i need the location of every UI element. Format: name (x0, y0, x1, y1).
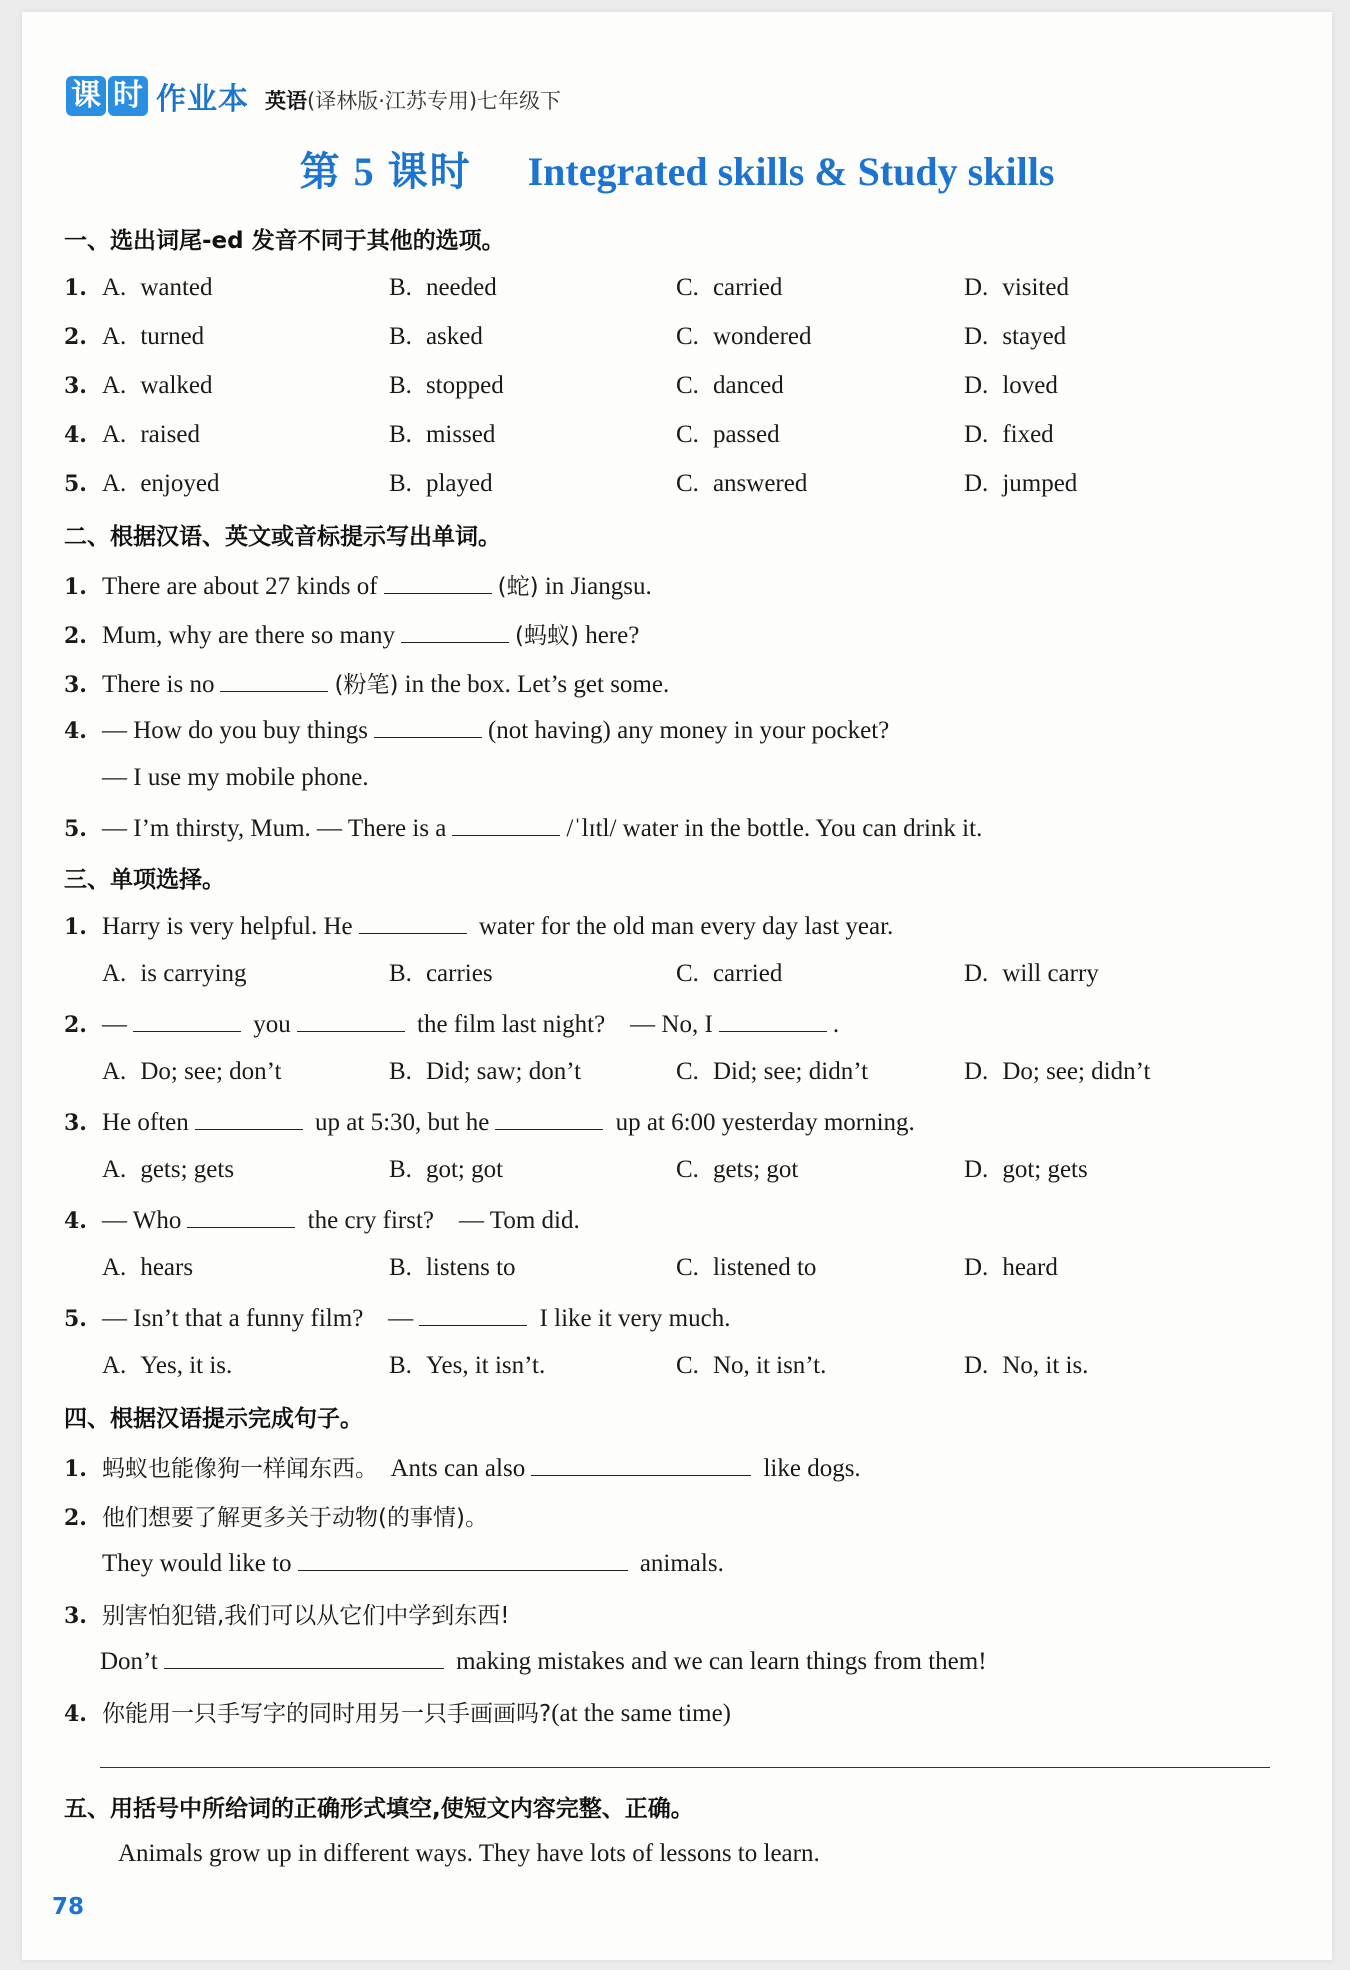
answer-blank[interactable] (401, 620, 509, 643)
phonetic-hint: /ˈlɪtl/ (566, 815, 617, 842)
s4-q2-answer: They would like to animals. (102, 1550, 724, 1577)
lesson-topic: Integrated skills & Study skills (527, 149, 1055, 194)
book-header (66, 72, 561, 120)
item-number: 5. (64, 1306, 87, 1332)
s1-item-3: 3. A. walked B. stopped C. danced D. loved (64, 372, 1058, 399)
item-number: 1. (64, 574, 87, 600)
option-a: raised (140, 421, 201, 448)
edition-label: (译林版·江苏专用)七年级下 (307, 89, 562, 113)
question-text: — I’m thirsty, Mum. — There is a (102, 815, 447, 842)
answer-blank[interactable] (374, 715, 482, 738)
subject-label: 英语 (265, 89, 307, 113)
s1-item-4: 4. A. raised B. missed C. passed D. fixed (64, 421, 1054, 448)
question-text-end: water for the old man every day last year. (478, 913, 894, 940)
chinese-prompt: 你能用一只手写字的同时用另一只手画画吗? (102, 1701, 552, 1727)
answer-blank[interactable] (359, 911, 467, 934)
item-number: 2. (64, 623, 87, 649)
question-text-end: in Jiangsu. (544, 573, 652, 600)
option-a[interactable]: Do; see; don’t (140, 1058, 282, 1085)
option-c[interactable]: gets; got (712, 1156, 799, 1183)
option-a[interactable]: gets; gets (140, 1156, 235, 1183)
hint: (蛇) (497, 574, 539, 600)
option-c[interactable]: Did; see; didn’t (712, 1058, 869, 1085)
option-a: enjoyed (140, 470, 220, 497)
s1-item-5: 5. A. enjoyed B. played C. answered D. jumped (64, 470, 1078, 497)
book-edition (265, 85, 561, 115)
section-1-heading: 一、选出词尾-ed 发音不同于其他的选项。 (64, 228, 505, 254)
option-b[interactable]: Yes, it isn’t. (425, 1352, 546, 1379)
section-5-heading: 五、用括号中所给词的正确形式填空,使短文内容完整、正确。 (64, 1796, 694, 1822)
option-a[interactable]: is carrying (140, 960, 247, 987)
chinese-prompt: 别害怕犯错,我们可以从它们中学到东西! (102, 1603, 510, 1629)
lesson-number: 第 5 课时 (299, 149, 472, 194)
option-c: answered (712, 470, 808, 497)
option-d: stayed (1002, 323, 1067, 350)
s4-q3-answer: Don’t making mistakes and we can learn things from them! (100, 1648, 987, 1675)
s4-q4 (64, 1695, 1264, 1728)
item-number: 1. (64, 1456, 87, 1482)
item-number: 5. (64, 471, 87, 497)
item-number: 3. (64, 672, 87, 698)
item-number: 1. (64, 914, 87, 940)
option-b: played (425, 470, 493, 497)
item-number: 2. (64, 1505, 87, 1531)
section-2-heading: 二、根据汉语、英文或音标提示写出单词。 (64, 524, 501, 550)
option-a[interactable]: hears (140, 1254, 194, 1281)
item-number: 2. (64, 1012, 87, 1038)
option-d[interactable]: got; gets (1002, 1156, 1088, 1183)
s4-q1: 1. 蚂蚁也能像狗一样闻东西。 Ants can also like dogs. (64, 1455, 861, 1482)
item-number: 3. (64, 1110, 87, 1136)
section-4-heading: 四、根据汉语提示完成句子。 (64, 1406, 363, 1432)
option-d[interactable]: No, it is. (1002, 1352, 1089, 1379)
item-number: 5. (64, 816, 87, 842)
question-text: There are about 27 kinds of (102, 573, 378, 600)
s3-q2: 2. — you the film last night? — No, I . (64, 1011, 840, 1038)
question-text: — How do you buy things (102, 717, 368, 744)
answer-blank[interactable] (452, 813, 560, 836)
item-number: 4. (64, 422, 87, 448)
answer-blank-1[interactable] (133, 1009, 241, 1032)
option-a: wanted (140, 274, 213, 301)
logo-char-1: 课 (66, 76, 106, 116)
option-d: jumped (1002, 470, 1078, 497)
s3-q3: 3. He often up at 5:30, but he up at 6:00 yesterday morning. (64, 1109, 915, 1136)
question-text: There is no (102, 671, 215, 698)
option-a: turned (140, 323, 205, 350)
book-logo (66, 76, 150, 116)
hint: (粉笔) (334, 672, 399, 698)
chinese-prompt: 蚂蚁也能像狗一样闻东西。 (102, 1456, 378, 1482)
item-number: 4. (64, 1701, 87, 1727)
option-b: needed (425, 274, 497, 301)
option-c: passed (712, 421, 780, 448)
option-d[interactable]: heard (1002, 1254, 1058, 1281)
option-d[interactable]: Do; see; didn’t (1002, 1058, 1151, 1085)
s5-passage: Animals grow up in different ways. They have lots of lessons to learn. (118, 1840, 820, 1867)
s2-q5 (64, 813, 1264, 843)
s3-q5: 5. — Isn’t that a funny film? — I like it very much. (64, 1305, 731, 1332)
option-d[interactable]: will carry (1002, 960, 1099, 987)
option-b[interactable]: got; got (425, 1156, 504, 1183)
question-text-end: here? (585, 622, 640, 649)
s4-q2 (64, 1499, 1264, 1532)
answer-blank[interactable] (384, 571, 492, 594)
hint: (not having) (487, 717, 611, 744)
s2-q4-reply: — I use my mobile phone. (102, 764, 369, 791)
question-text-end: any money in your pocket? (617, 717, 890, 744)
answer-blank[interactable] (419, 1303, 527, 1326)
section-3-heading: 三、单项选择。 (64, 867, 225, 893)
question-text-end: in the box. Let’s get some. (404, 671, 670, 698)
option-a[interactable]: Yes, it is. (140, 1352, 233, 1379)
option-c: danced (712, 372, 784, 399)
logo-char-2: 时 (108, 76, 148, 116)
worksheet-page: 课 时 作业本 英语(译林版·江苏专用)七年级下 第 5 课时 Integrated skills & Study skills 一、选出词尾-ed 发音不同于其他的选项。 1. A. wanted B. needed C. carried D. visited 2. A. turned B. asked C. wondered D. stayed 3. A. walked B. stopped C. danced D. loved 4. A. raised B. missed C. passed D. fixed 5. A. enjoyed B. played C. answered D. jumped 二、根据汉语、英文或音标提示写出单词。 1. There are about 27 kinds of (蛇) in Jiangsu. 2. Mum, why are there so many (蚂蚁) here? 3. There is no (粉笔) in the box. Let’s get some. 4. — How do you buy things (not having) any money in your pocket? — I use my mobile phone. 5. — I’m thirsty, Mum. — There is a /ˈlɪtl/ water in the bottle. You can drink it. 三、单项选择。 1. Harry is very helpful. He water for the old man every day last year. A. is carrying B. carries C. carried D. will carry 2. — you the film last night? — No, I . A. Do; see; don’t B. Did; saw; don’t C. Did; see; didn’t D. Do; see; didn’t 3. He often up at 5:30, but he up at 6:00 yesterday morning. A. gets; gets B. got; got C. gets; got D. got; gets 4. — Who the cry first? — Tom did. A. hears B. listens to C. listened to D. heard 5. — Isn’t that a funny film? — I like it very much. A. Yes, it is. B. Yes, it isn’t. C. No, it isn’t. D. No, it is. 四、根据汉语提示完成句子。 1. 蚂蚁也能像狗一样闻东西。 Ants can also like dogs. 2. 他们想要了解更多关于动物(的事情)。 They would like to animals. 3. 别害怕犯错,我们可以从它们中学到东西! Don’t making mistakes and we can learn things from them! 4. 你能用一只手写字的同时用另一只手画画吗?(at the same time) 五、用括号中所给词的正确形式填空,使短文内容完整、正确。 Animals grow up in different ways. They have lots of lessons to learn. 78 (22, 12, 1332, 1960)
item-number: 3. (64, 373, 87, 399)
item-number: 2. (64, 324, 87, 350)
option-c: wondered (712, 323, 812, 350)
chinese-prompt: 他们想要了解更多关于动物(的事情)。 (102, 1505, 488, 1531)
option-c[interactable]: listened to (712, 1254, 817, 1281)
s3-q1 (64, 911, 1264, 941)
question-text-end: water in the bottle. You can drink it. (622, 815, 983, 842)
question-text: Harry is very helpful. He (102, 913, 353, 940)
answer-blank[interactable] (220, 669, 328, 692)
s2-q1 (64, 568, 1264, 601)
s4-q3 (64, 1597, 1264, 1630)
answer-blank[interactable] (531, 1453, 751, 1476)
item-number: 1. (64, 275, 87, 301)
hint: (蚂蚁) (514, 623, 579, 649)
option-c[interactable]: No, it isn’t. (712, 1352, 827, 1379)
answer-blank[interactable] (164, 1646, 444, 1669)
s1-item-1: 1. A. wanted B. needed C. carried D. visited (64, 274, 1069, 301)
answer-blank[interactable] (298, 1548, 628, 1571)
s4-q4-answer-line[interactable] (100, 1767, 1270, 1768)
option-b: stopped (425, 372, 504, 399)
item-number: 3. (64, 1603, 87, 1629)
answer-blank-2[interactable] (495, 1107, 603, 1130)
option-d: fixed (1002, 421, 1054, 448)
option-d: visited (1002, 274, 1069, 301)
option-a: walked (140, 372, 213, 399)
answer-blank-2[interactable] (297, 1009, 405, 1032)
logo-text: 作业本 (156, 82, 249, 117)
s2-q3 (64, 666, 1264, 699)
item-number: 4. (64, 718, 87, 744)
page-number: 78 (52, 1894, 85, 1920)
s1-item-2: 2. A. turned B. asked C. wondered D. stayed (64, 323, 1067, 350)
option-b[interactable]: carries (425, 960, 493, 987)
answer-blank[interactable] (187, 1205, 295, 1228)
s2-q2 (64, 617, 1264, 650)
option-b: asked (425, 323, 483, 350)
s2-q4 (64, 715, 1264, 745)
answer-blank-1[interactable] (195, 1107, 303, 1130)
option-d: loved (1002, 372, 1058, 399)
question-text: Mum, why are there so many (102, 622, 395, 649)
s3-q4: 4. — Who the cry first? — Tom did. (64, 1207, 580, 1234)
option-c[interactable]: carried (712, 960, 783, 987)
option-b[interactable]: listens to (425, 1254, 516, 1281)
option-b[interactable]: Did; saw; don’t (425, 1058, 582, 1085)
answer-blank-3[interactable] (719, 1009, 827, 1032)
hint: (at the same time) (551, 1700, 732, 1727)
lesson-title (22, 140, 1332, 197)
item-number: 4. (64, 1208, 87, 1234)
option-b: missed (425, 421, 496, 448)
option-c: carried (712, 274, 783, 301)
